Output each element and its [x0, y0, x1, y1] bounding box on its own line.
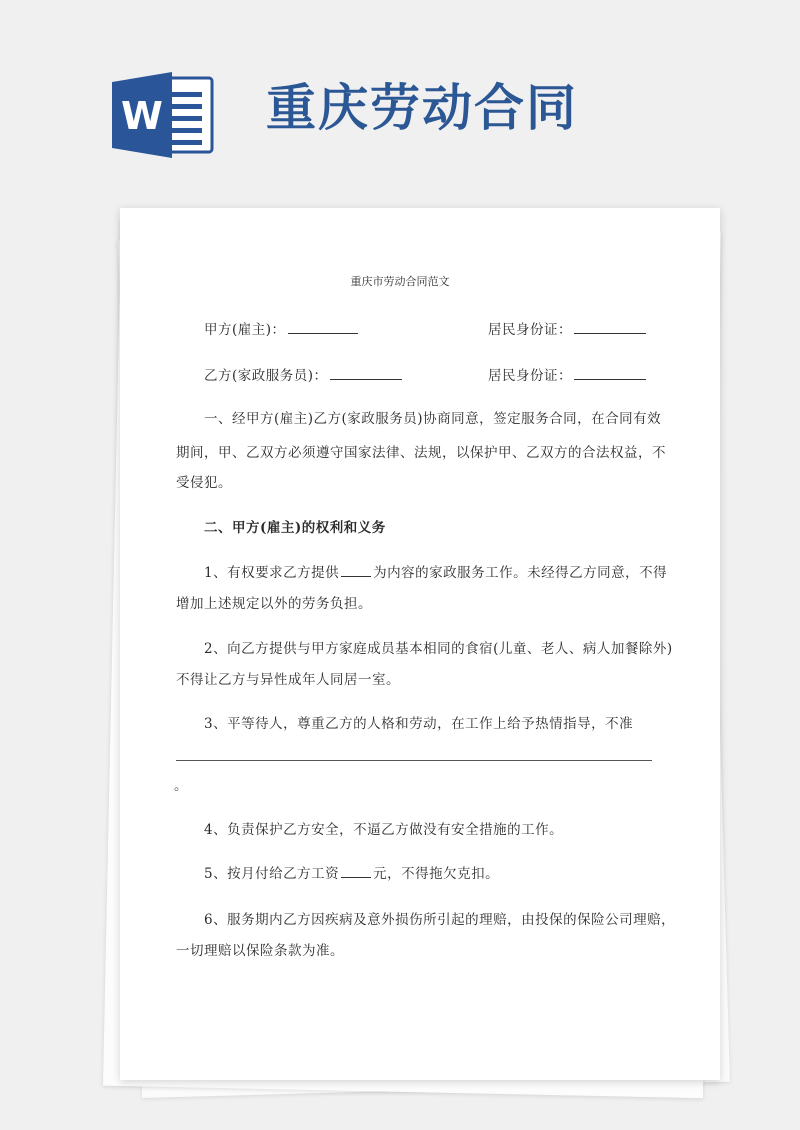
word-logo-letter: W: [121, 94, 163, 138]
item-3-end: 。: [174, 778, 188, 794]
party-a-blank[interactable]: [288, 320, 358, 334]
item-6-line-2: 一切理赔以保险条款为准。: [176, 943, 344, 959]
party-b-id-label: 居民身份证：: [488, 368, 572, 384]
service-content-blank[interactable]: [341, 563, 371, 577]
word-document-icon: [112, 72, 216, 158]
party-a-id-label: 居民身份证：: [488, 322, 572, 338]
party-a-id-blank[interactable]: [574, 320, 646, 334]
item-2-line-2: 不得让乙方与异性成年人同居一室。: [176, 672, 400, 688]
banner-title: 重庆劳动合同: [266, 79, 578, 137]
party-a-id-field: [488, 320, 648, 340]
clause-1-line-1: 一、经甲方(雇主)乙方(家政服务员)协商同意，签定服务合同，在合同有效: [204, 411, 662, 427]
item-1-line-1: [204, 563, 667, 583]
item-5: [204, 864, 499, 884]
item-3-fill-line[interactable]: [176, 760, 652, 761]
section-2-heading: 二、甲方(雇主)的权利和义务: [204, 520, 386, 536]
item-5-text-b: 元，不得拖欠克扣。: [373, 866, 500, 882]
clause-1-line-3: 受侵犯。: [176, 475, 232, 491]
item-1-text-a: 1、有权要求乙方提供: [204, 565, 340, 581]
party-b-field: [204, 366, 404, 386]
item-5-text-a: 5、按月付给乙方工资: [204, 866, 340, 882]
item-1-text-b: 为内容的家政服务工作。未经得乙方同意，不得: [373, 565, 668, 581]
contract-title: 重庆市劳动合同范文: [350, 275, 450, 288]
party-b-blank[interactable]: [330, 366, 402, 380]
party-a-field: [204, 320, 360, 340]
item-6-line-1: 6、服务期内乙方因疾病及意外损伤所引起的理赔，由投保的保险公司理赔，: [204, 912, 676, 928]
party-b-id-blank[interactable]: [574, 366, 646, 380]
item-1-line-2: 增加上述规定以外的劳务负担。: [176, 596, 372, 612]
banner: [0, 0, 800, 200]
clause-1-line-2: 期间，甲、乙双方必须遵守国家法律、法规，以保护甲、乙双方的合法权益，不: [176, 445, 666, 461]
party-b-label: 乙方(家政服务员)：: [204, 368, 328, 384]
item-2-line-1: 2、向乙方提供与甲方家庭成员基本相同的食宿(儿童、老人、病人加餐除外): [204, 641, 673, 657]
party-a-label: 甲方(雇主)：: [204, 322, 286, 338]
item-4: 4、负责保护乙方安全，不逼乙方做没有安全措施的工作。: [204, 822, 564, 838]
party-b-id-field: [488, 366, 648, 386]
item-3-line-1: 3、平等待人，尊重乙方的人格和劳动，在工作上给予热情指导，不准: [204, 716, 634, 732]
salary-blank[interactable]: [341, 864, 371, 878]
